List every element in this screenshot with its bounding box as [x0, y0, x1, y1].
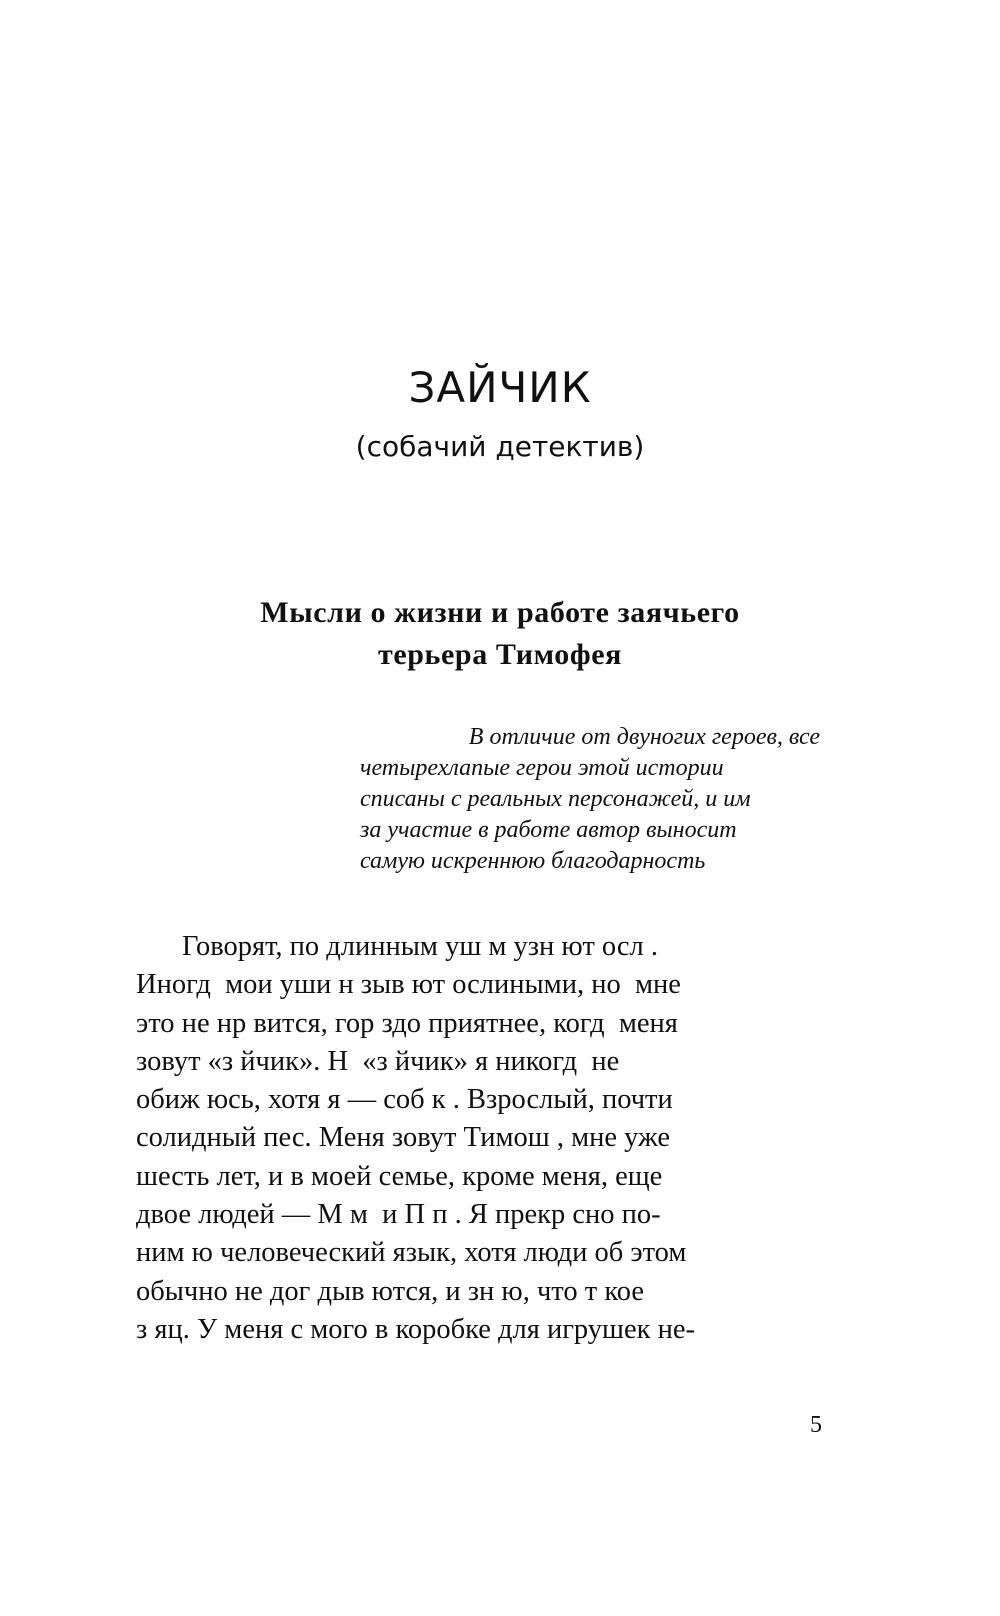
page-number: 5 — [810, 1412, 822, 1438]
body-line: Говорят, по длинным уш м узн ют осл . — [182, 931, 659, 962]
body-line: шесть лет, и в моей семье, кроме меня, еще — [136, 1160, 663, 1192]
body-line: з яц. У меня с мого в коробке для игрушек не- — [136, 1313, 696, 1345]
body-line: Иногд мои уши н зыв ют ослиными, но мне — [136, 969, 681, 1001]
body-line: ним ю человеческий язык, хотя люди об этом — [136, 1237, 687, 1269]
epigraph-line: четырехлапые герои этой истории — [360, 755, 724, 781]
body-line: зовут «з йчик». Н «з йчик» я никогд не — [136, 1045, 620, 1077]
body-line: обиж юсь, хотя я — соб к . Взрослый, почти — [136, 1084, 673, 1116]
epigraph-line: самую искреннюю благодарность — [360, 848, 706, 874]
body-line: обычно не дог дыв ются, и зн ю, что т кое — [136, 1275, 644, 1307]
epigraph-line: В отличие от двуногих героев, все — [468, 724, 820, 750]
body-line: это не нр вится, гор здо приятнее, когд меня — [136, 1007, 678, 1039]
chapter-subtitle: (собачий детектив) — [355, 430, 645, 463]
body-line: двое людей — М м и П п . Я прекр сно по- — [136, 1199, 661, 1231]
section-heading-line: терьера Тимофея — [378, 638, 622, 671]
body-line: солидный пес. Меня зовут Тимош , мне уже — [136, 1122, 670, 1154]
chapter-title: ЗАЙЧИК — [408, 363, 592, 412]
section-heading-line: Мысли о жизни и работе заячьего — [260, 596, 740, 629]
epigraph — [360, 722, 820, 877]
epigraph-line: списаны с реальных персонажей, и им — [360, 786, 751, 812]
body-paragraph — [136, 928, 826, 1349]
section-heading — [0, 592, 1000, 676]
epigraph-line: за участие в работе автор выносит — [360, 817, 737, 843]
